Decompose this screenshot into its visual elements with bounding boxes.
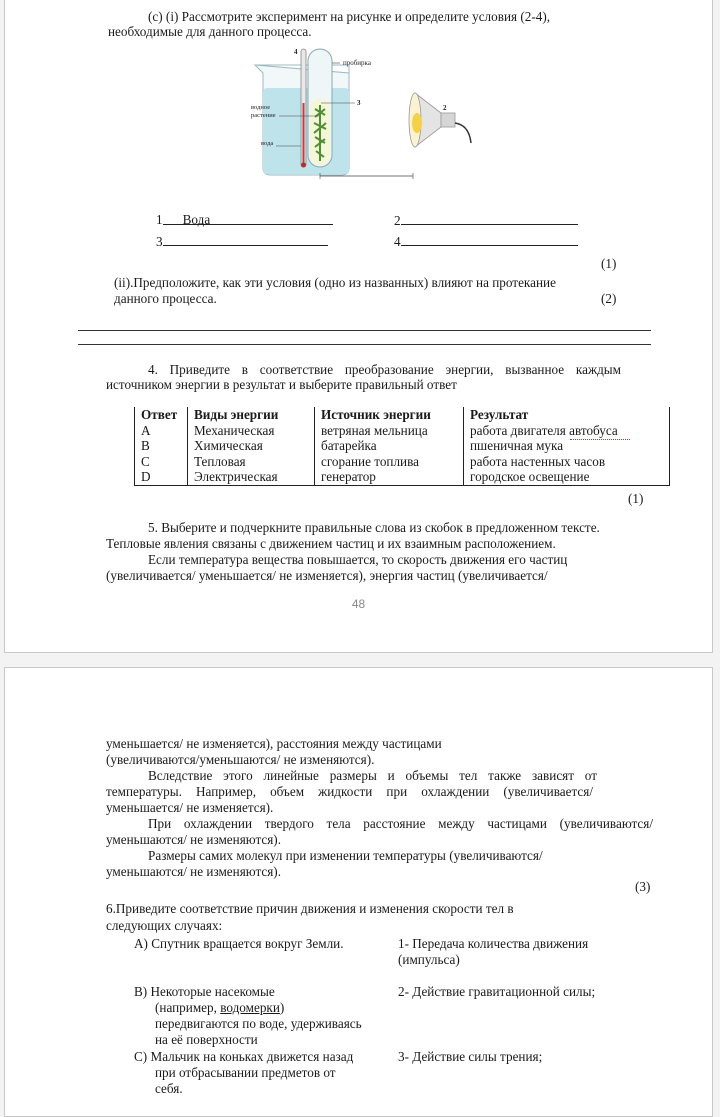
label-probirka: пробирка bbox=[343, 59, 371, 67]
cause-2: 2- Действие гравитационной силы; bbox=[398, 984, 596, 999]
row-b-source: батарейка bbox=[315, 438, 464, 454]
q6-line1: 6.Приведите соответствие причин движения и изменения скорости тел в bbox=[106, 901, 514, 916]
label-2: 2 bbox=[443, 104, 447, 112]
q5-line2: Тепловые явления связаны с движением частиц и их взаимным расположением. bbox=[106, 536, 556, 551]
label-voda: вода bbox=[261, 140, 274, 147]
row-d-answer: D bbox=[135, 469, 188, 485]
row-d-result: городское освещение bbox=[464, 469, 670, 485]
score-1: (1) bbox=[601, 256, 617, 271]
q3c-heading-line1: (c) (i) Рассмотрите эксперимент на рисунке и определите условия (2-4), bbox=[148, 9, 551, 24]
row-c-result: работа настенных часов bbox=[464, 454, 670, 470]
label-4: 4 bbox=[294, 48, 298, 56]
row-b-type: Химическая bbox=[188, 438, 315, 454]
answer-3[interactable]: 3 bbox=[156, 233, 328, 250]
label-vodnoe: водное bbox=[251, 104, 271, 111]
score-3: (3) bbox=[635, 879, 651, 894]
document-page-49 bbox=[4, 667, 713, 1117]
table-row bbox=[135, 454, 670, 470]
answer-4[interactable]: 4 bbox=[394, 233, 578, 250]
case-b-line2: (например, водомерки) bbox=[155, 1000, 285, 1015]
label-rastenie: растение bbox=[251, 112, 276, 119]
thermometer-icon bbox=[301, 49, 306, 168]
vodomerki-link: водомерки bbox=[220, 1000, 280, 1015]
header-energy-source: Источник энергии bbox=[315, 407, 464, 423]
table-row bbox=[135, 438, 670, 454]
case-b-line3: передвигаются по воде, удерживаясь bbox=[155, 1016, 362, 1031]
page-number: 48 bbox=[351, 597, 366, 611]
document-page-48 bbox=[4, 0, 713, 653]
score-2: (2) bbox=[601, 291, 617, 306]
p2-line1: уменьшается/ не изменяется), расстояния между частицами bbox=[106, 736, 442, 751]
case-c-line2: при отбрасывании предметов от bbox=[155, 1065, 336, 1080]
p2-line5: уменьшается/ не изменяется). bbox=[106, 800, 274, 815]
row-d-source: генератор bbox=[315, 469, 464, 485]
header-energy-type: Виды энергии bbox=[188, 407, 315, 423]
case-c-line3: себя. bbox=[155, 1081, 183, 1096]
case-c: C) Мальчик на коньках движется назад bbox=[134, 1049, 354, 1064]
row-a-result bbox=[464, 423, 670, 439]
experiment-figure bbox=[243, 43, 483, 183]
row-a-result-text: работа двигателя автобуса bbox=[470, 422, 618, 438]
cause-1-line2: (импульса) bbox=[398, 952, 460, 967]
p2-line4: температуры. Например, объем жидкости при охлаждении (увеличивается/ bbox=[106, 784, 593, 799]
q5-line3: Если температура вещества повышается, то скорость движения его частиц bbox=[148, 552, 568, 567]
spellcheck-underline bbox=[570, 436, 630, 440]
q4-line2: источником энергии в результат и выберите правильный ответ bbox=[106, 377, 457, 392]
answer-line-2[interactable] bbox=[78, 344, 651, 345]
answer-1-value: Вода bbox=[182, 212, 211, 227]
label-3: 3 bbox=[357, 99, 361, 107]
cause-1-line1: 1- Передача количества движения bbox=[398, 936, 589, 951]
q6-line2: следующих случаях: bbox=[106, 918, 223, 933]
q3c-heading-line2: необходимые для данного процесса. bbox=[108, 24, 312, 39]
p2-line8: Размеры самих молекул при изменении температуры (увеличиваются/ bbox=[148, 848, 543, 863]
p2-line2: (увеличиваются/уменьшаются/ не изменяются). bbox=[106, 752, 375, 767]
answer-1[interactable]: 1 Вода bbox=[156, 212, 333, 228]
cause-3: 3- Действие силы трения; bbox=[398, 1049, 543, 1064]
q5-line4: (увеличивается/ уменьшается/ не изменяется), энергия частиц (увеличивается/ bbox=[106, 568, 548, 583]
energy-table bbox=[134, 407, 670, 486]
table-row bbox=[135, 469, 670, 485]
q3c-ii-line2: данного процесса. bbox=[114, 291, 217, 306]
row-b-result: пшеничная мука bbox=[464, 438, 670, 454]
p2-line7: уменьшаются/ не изменяются). bbox=[106, 832, 281, 847]
header-answer: Ответ bbox=[135, 407, 188, 423]
score-table: (1) bbox=[628, 491, 644, 506]
answer-2[interactable]: 2 bbox=[394, 212, 578, 229]
row-a-type: Механическая bbox=[188, 423, 315, 439]
p2-line9: уменьшаются/ не изменяются). bbox=[106, 864, 281, 879]
q5-line1: 5. Выберите и подчеркните правильные слова из скобок в предложенном тексте. bbox=[148, 520, 600, 535]
table-header-row bbox=[135, 407, 670, 423]
case-a: A) Спутник вращается вокруг Земли. bbox=[134, 936, 344, 951]
row-a-answer: A bbox=[135, 423, 188, 439]
case-b-line4: на её поверхности bbox=[155, 1032, 258, 1047]
test-tube-icon bbox=[308, 49, 332, 167]
q3c-ii-line1: (ii).Предположите, как эти условия (одно из названных) влияют на протекание bbox=[114, 275, 556, 290]
q4-line1: 4. Приведите в соответствие преобразование энергии, вызванное каждым bbox=[148, 362, 621, 377]
case-b: B) Некоторые насекомые bbox=[134, 984, 275, 999]
answer-line-1[interactable] bbox=[78, 330, 651, 331]
p2-line6: При охлаждении твердого тела расстояние между частицами (увеличиваются/ bbox=[148, 816, 653, 831]
lamp-icon bbox=[409, 93, 471, 147]
row-c-answer: C bbox=[135, 454, 188, 470]
header-result: Результат bbox=[464, 407, 670, 423]
p2-line3: Вследствие этого линейные размеры и объемы тел также зависят от bbox=[148, 768, 597, 783]
row-d-type: Электрическая bbox=[188, 469, 315, 485]
row-b-answer: B bbox=[135, 438, 188, 454]
row-a-source: ветряная мельница bbox=[315, 423, 464, 439]
row-c-source: сгорание топлива bbox=[315, 454, 464, 470]
row-c-type: Тепловая bbox=[188, 454, 315, 470]
